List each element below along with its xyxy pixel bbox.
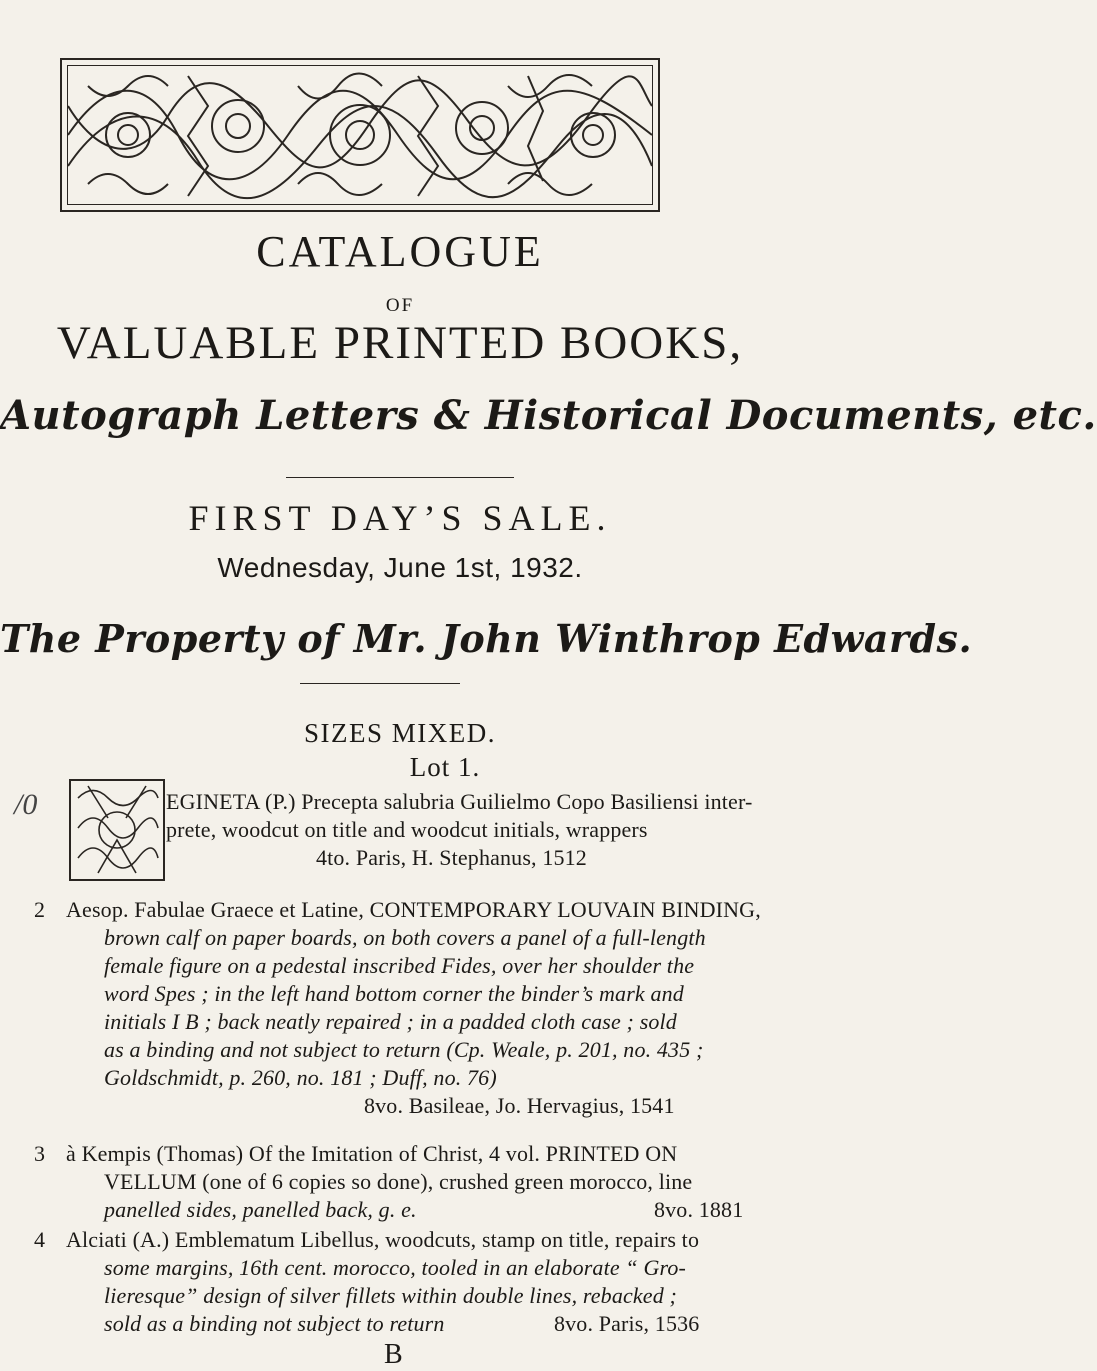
sale-heading: FIRST DAY’S SALE. <box>188 498 612 538</box>
signature-mark: B <box>384 1339 403 1370</box>
lot-number: 4 <box>34 1227 46 1252</box>
lot-entry <box>34 1226 774 1371</box>
lot-line: sold as a binding not subject to return <box>104 1311 445 1336</box>
lot-line: 4to. Paris, H. Stephanus, 1512 <box>316 845 587 870</box>
lot-line: panelled sides, panelled back, g. e. <box>104 1197 417 1222</box>
lot-number: 3 <box>34 1141 46 1166</box>
catalogue-title: CATALOGUE <box>256 227 544 276</box>
lot-line: Aesop. Fabulae Graece et Latine, CONTEMPORARY LOUVAIN BINDING, <box>66 897 761 922</box>
lot-line: initials I B ; back neatly repaired ; in a padded cloth case ; sold <box>104 1009 677 1034</box>
lot-line: word Spes ; in the left hand bottom corner the binder’s mark and <box>104 981 684 1006</box>
lot-line: EGINETA (P.) Precepta salubria Guilielmo Copo Basiliensi inter- <box>166 789 753 814</box>
lot-entry <box>166 788 776 878</box>
woodcut-scroll-pattern <box>68 66 652 204</box>
of-label: OF <box>385 295 415 316</box>
lot-line: prete, woodcut on title and woodcut initials, wrappers <box>166 817 648 842</box>
lot-line: lieresque” design of silver fillets within double lines, rebacked ; <box>104 1283 677 1308</box>
divider-rule <box>300 683 460 684</box>
lot-line: à Kempis (Thomas) Of the Imitation of Christ, 4 vol. PRINTED ON <box>66 1141 678 1166</box>
lot-line: 8vo. 1881 <box>654 1197 744 1222</box>
lot-line: brown calf on paper boards, on both covers a panel of a full-length <box>104 925 706 950</box>
ornamental-woodcut-border <box>60 58 660 212</box>
lot-line: Alciati (A.) Emblematum Libellus, woodcuts, stamp on title, repairs to <box>66 1227 700 1252</box>
lot-line: some margins, 16th cent. morocco, tooled in an elaborate “ Gro- <box>104 1255 686 1280</box>
lot-line: Goldschmidt, p. 260, no. 181 ; Duff, no. 76) <box>104 1065 497 1090</box>
divider-rule <box>286 477 514 478</box>
lot-number: 2 <box>34 897 46 922</box>
handwritten-margin-note: /0 <box>14 788 38 821</box>
lot-line: 8vo. Paris, 1536 <box>554 1311 700 1336</box>
lot-line: female figure on a pedestal inscribed Fides, over her shoulder the <box>104 953 695 978</box>
catalogue-subtitle-secondary: Autograph Letters & Historical Documents, etc. <box>0 392 1097 439</box>
lot-line: 8vo. Basileae, Jo. Hervagius, 1541 <box>364 1093 675 1118</box>
sizes-heading: SIZES MIXED. <box>304 718 496 748</box>
lot-entry <box>34 896 774 1126</box>
lot-line: VELLUM (one of 6 copies so done), crushed green morocco, line <box>104 1169 693 1194</box>
lot-heading: Lot 1. <box>409 752 481 782</box>
lot-line: as a binding and not subject to return (Cp. Weale, p. 201, no. 435 ; <box>104 1037 704 1062</box>
sale-date: Wednesday, June 1st, 1932. <box>217 552 583 583</box>
property-owner: The Property of Mr. John Winthrop Edwards. <box>0 616 973 661</box>
catalogue-subtitle: VALUABLE PRINTED BOOKS, <box>56 317 744 369</box>
woodcut-initial-icon <box>68 778 166 882</box>
